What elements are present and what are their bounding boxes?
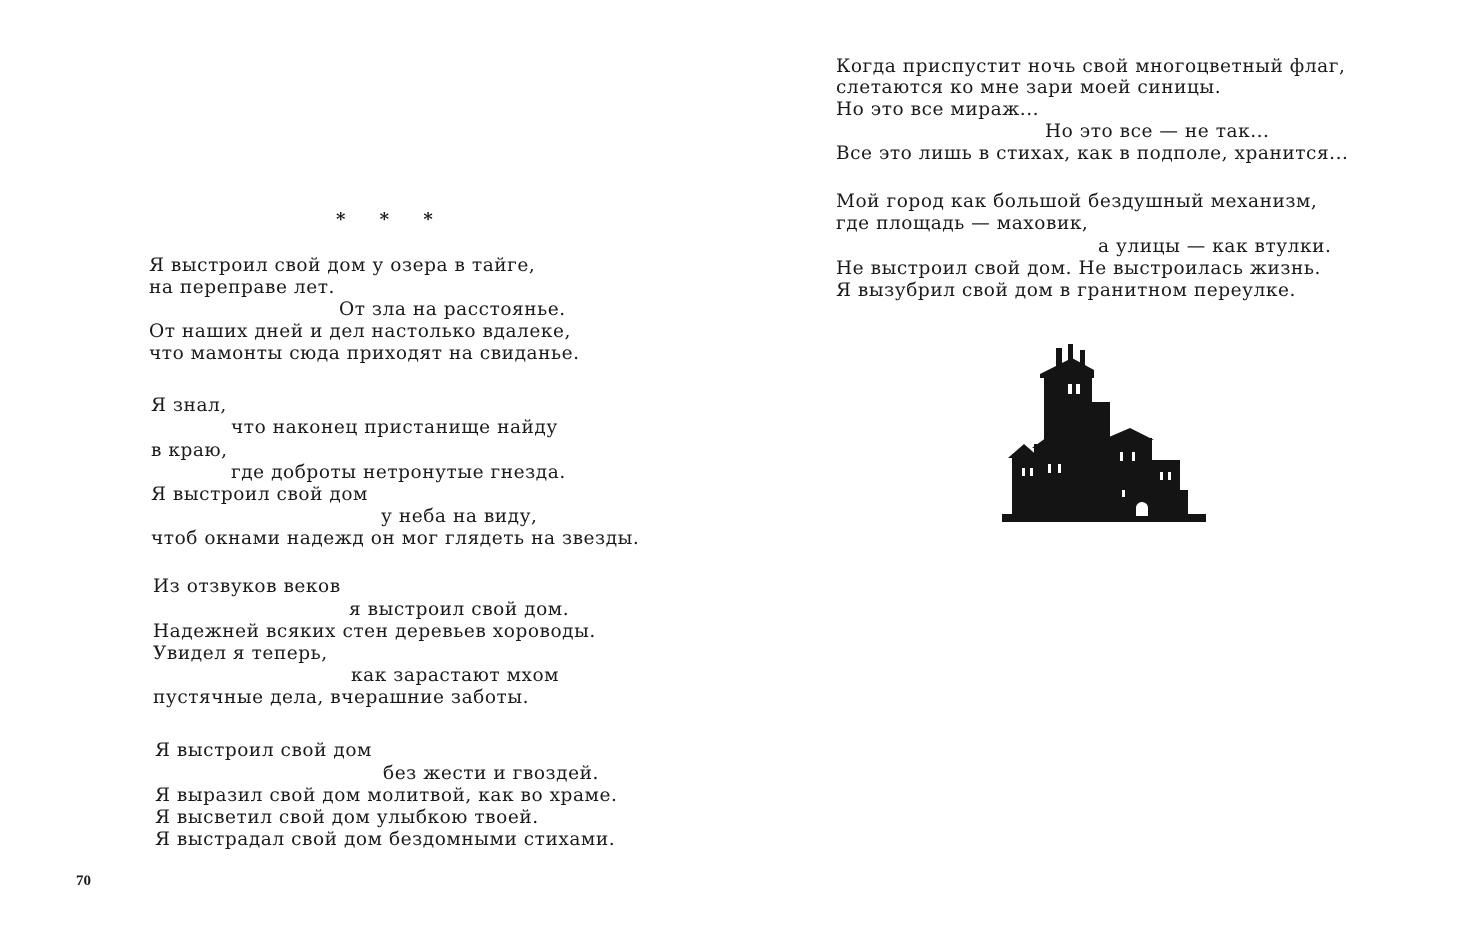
poem-line: Все это лишь в стихах, как в подполе, хранится... — [836, 143, 1349, 164]
poem-line: что наконец пристанище найду — [231, 417, 558, 438]
poem-line: на переправе лет. — [149, 277, 335, 298]
poem-line: где площадь — маховик, — [836, 213, 1089, 234]
poem-line: Увидел я теперь, — [153, 643, 328, 664]
poem-line: без жести и гвоздей. — [383, 763, 599, 784]
poem-line: я выстроил свой дом. — [349, 599, 570, 620]
poem-line: Я выстрадал свой дом бездомными стихами. — [155, 829, 616, 850]
page-number: 70 — [76, 873, 91, 889]
poem-line: Но это все — не так... — [1045, 121, 1270, 142]
poem-line: Когда приспустит ночь свой многоцветный флаг, — [836, 56, 1346, 77]
left-page — [0, 0, 738, 945]
poem-line: у неба на виду, — [381, 506, 538, 527]
poem-line: Я знал, — [151, 395, 227, 416]
poem-line: в краю, — [151, 440, 228, 461]
poem-line: чтоб окнами надежд он мог глядеть на звезды. — [151, 528, 640, 549]
poem-line: Не выстроил свой дом. Не выстроилась жизнь. — [836, 258, 1321, 279]
poem-line: Я выразил свой дом молитвой, как во храме. — [155, 785, 618, 806]
poem-line: как зарастают мхом — [351, 665, 560, 686]
poem-line: Надежней всяких стен деревьев хороводы. — [153, 621, 596, 642]
poem-line: Но это все мираж... — [836, 99, 1040, 120]
poem-line: Я выстроил свой дом у озера в тайге, — [149, 255, 536, 276]
poem-line: От зла на расстоянье. — [339, 299, 566, 320]
poem-line: а улицы — как втулки. — [1098, 236, 1332, 257]
poem-line: что мамонты сюда приходят на свиданье. — [149, 343, 580, 364]
right-page — [738, 0, 1477, 945]
poem-line: слетаются ко мне зари моей синицы. — [836, 77, 1222, 98]
poem-line: Я выстроил свой дом — [151, 484, 368, 505]
poem-line: Я вызубрил свой дом в гранитном переулке. — [836, 280, 1296, 301]
poem-line: Я высветил свой дом улыбкою твоей. — [155, 807, 539, 828]
poem-line: От наших дней и дел настолько вдалеке, — [149, 321, 571, 342]
poem-line: Мой город как большой бездушный механизм, — [836, 191, 1318, 212]
city-buildings-silhouette-icon — [1002, 340, 1208, 526]
poem-line: пустячные дела, вчерашние заботы. — [153, 687, 530, 708]
poem-line: Из отзвуков веков — [153, 576, 341, 597]
poem-line: Я выстроил свой дом — [155, 740, 372, 761]
poem-line: где доброты нетронутые гнезда. — [231, 462, 566, 483]
stanza-divider: * * * — [336, 209, 447, 230]
